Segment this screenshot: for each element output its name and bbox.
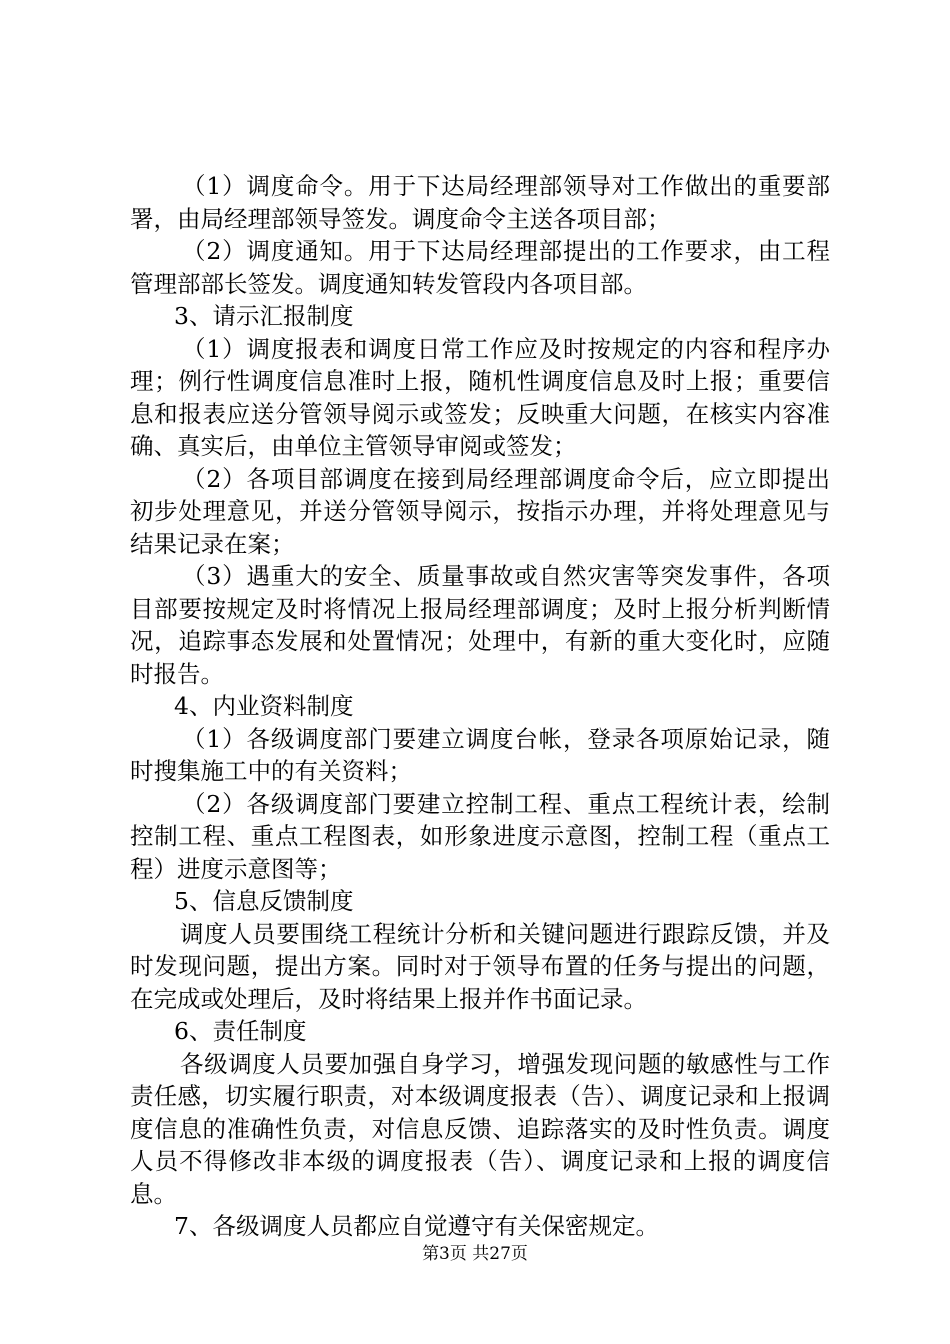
paragraph: 调度人员要围绕工程统计分析和关键问题进行跟踪反馈，并及时发现问题，提出方案。同时对于领导布置的任务与提出的问题，在完成或处理后，及时将结果上报并作书面记录。 [130,919,830,1013]
section-heading: 3、请示汇报制度 [174,302,354,330]
paragraph: （3）遇重大的安全、质量事故或自然灾害等突发事件，各项目部要按规定及时将情况上报局经理部调度；及时上报分析判断情况，追踪事态发展和处置情况；处理中，有新的重大变化时，应随时报告。 [130,562,830,688]
document-body [130,170,830,1243]
section-heading: 5、信息反馈制度 [174,887,354,915]
paragraph: 各级调度人员要加强自身学习，增强发现问题的敏感性与工作责任感，切实履行职责，对本级调度报表（告）、调度记录和上报调度信息的准确性负责，对信息反馈、追踪落实的及时性负责。调度人员不得修改非本级的调度报表（告）、调度记录和上报的调度信息。 [130,1049,830,1208]
section-heading: 7、各级调度人员都应自觉遵守有关保密规定。 [174,1212,659,1240]
section-heading: 6、责任制度 [174,1017,307,1045]
paragraph: （1）调度命令。用于下达局经理部领导对工作做出的重要部署，由局经理部领导签发。调度命令主送各项目部； [130,172,830,233]
paragraph: （2）各项目部调度在接到局经理部调度命令后，应立即提出初步处理意见，并送分管领导阅示，按指示办理，并将处理意见与结果记录在案； [130,464,830,558]
section-heading: 4、内业资料制度 [174,692,354,720]
paragraph: （2）各级调度部门要建立控制工程、重点工程统计表，绘制控制工程、重点工程图表，如形象进度示意图，控制工程（重点工程）进度示意图等； [130,789,830,883]
paragraph: （2）调度通知。用于下达局经理部提出的工作要求，由工程管理部部长签发。调度通知转发管段内各项目部。 [130,237,830,298]
page-footer: 第3页 共27页 [422,1244,528,1264]
paragraph: （1）各级调度部门要建立调度台帐，登录各项原始记录，随时搜集施工中的有关资料； [130,724,830,785]
paragraph: （1）调度报表和调度日常工作应及时按规定的内容和程序办理；例行性调度信息准时上报，随机性调度信息及时上报；重要信息和报表应送分管领导阅示或签发；反映重大问题，在核实内容准确、真实后，由单位主管领导审阅或签发； [130,334,830,460]
